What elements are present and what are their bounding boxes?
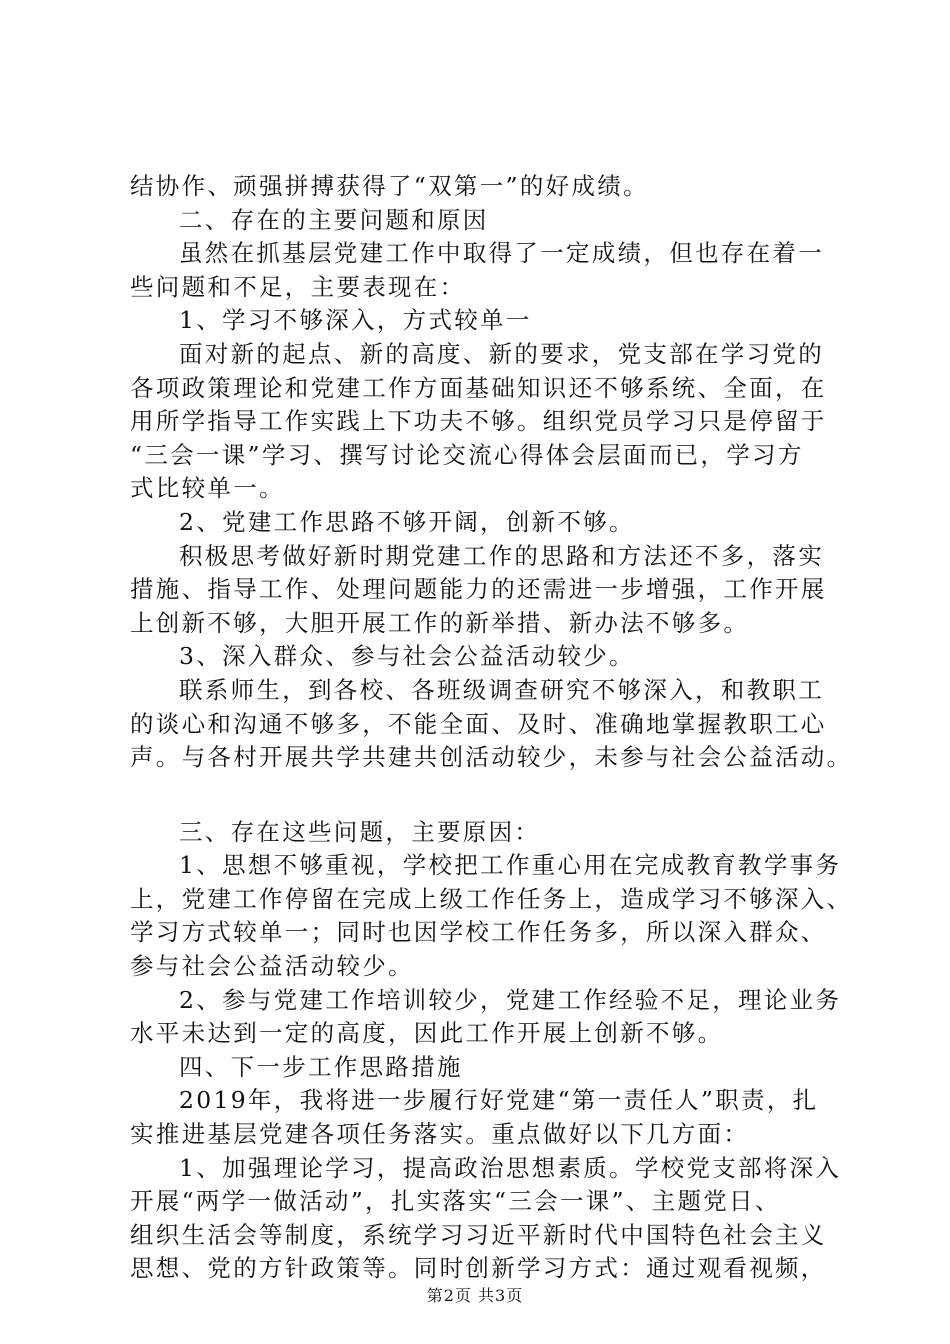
text-line: 实推进基层党建各项任务落实。重点做好以下几方面： xyxy=(130,1120,750,1149)
text-line: 水平未达到一定的高度，因此工作开展上创新不够。 xyxy=(130,1019,724,1048)
text-line: 开展“两学一做活动”，扎实落实“三会一课”、主题党日、 xyxy=(130,1187,781,1216)
section-heading: 四、下一步工作思路措施 xyxy=(179,1052,463,1081)
text-line: 些问题和不足，主要表现在： xyxy=(130,272,466,301)
text-line: 2、参与党建工作培训较少，党建工作经验不足，理论业务 xyxy=(179,985,842,1014)
text-line: 上创新不够，大胆开展工作的新举措、新办法不够多。 xyxy=(130,608,750,637)
page-footer: 第2页 共3页 xyxy=(426,1286,524,1305)
section-heading: 三、存在这些问题，主要原因： xyxy=(179,817,541,846)
subheading: 1、学习不够深入，方式较单一 xyxy=(179,306,532,335)
text-line: 积极思考做好新时期党建工作的思路和方法还不多，落实 xyxy=(179,541,824,570)
subheading: 3、深入群众、参与社会公益活动较少。 xyxy=(179,642,635,671)
text-line: 式比较单一。 xyxy=(130,474,285,503)
text-line: “三会一课”学习、撰写讨论交流心得体会层面而已，学习方 xyxy=(130,440,804,469)
text-line: 面对新的起点、新的高度、新的要求，党支部在学习党的 xyxy=(179,339,824,368)
text-line: 1、思想不够重视，学校把工作重心用在完成教育教学事务 xyxy=(179,851,842,880)
document-body xyxy=(130,170,853,1286)
blank-line xyxy=(130,775,830,816)
text-line: 虽然在抓基层党建工作中取得了一定成绩，但也存在着一 xyxy=(179,239,824,268)
subheading: 2、党建工作思路不够开阔，创新不够。 xyxy=(179,507,635,536)
text-line: 各项政策理论和党建工作方面基础知识还不够系统、全面，在 xyxy=(130,373,827,402)
text-line: 措施、指导工作、处理问题能力的还需进一步增强，工作开展 xyxy=(130,575,827,604)
text-line: 上，党建工作停留在完成上级工作任务上，造成学习不够深入、 xyxy=(130,884,853,913)
text-line: 联系师生，到各校、各班级调查研究不够深入，和教职工 xyxy=(179,675,824,704)
text-line: 结协作、顽强拼搏获得了“双第一”的好成绩。 xyxy=(130,172,649,200)
text-line: 1、加强理论学习，提高政治思想素质。学校党支部将深入 xyxy=(179,1153,842,1182)
section-heading: 二、存在的主要问题和原因 xyxy=(179,205,489,234)
text-line: 思想、党的方针政策等。同时创新学习方式：通过观看视频， xyxy=(130,1254,827,1283)
text-line: 声。与各村开展共学共建共创活动较少，未参与社会公益活动。 xyxy=(130,743,853,772)
text-line: 参与社会公益活动较少。 xyxy=(130,952,414,981)
text-line: 的谈心和沟通不够多，不能全面、及时、准确地掌握教职工心 xyxy=(130,709,827,738)
text-line: 用所学指导工作实践上下功夫不够。组织党员学习只是停留于 xyxy=(130,407,827,436)
text-line: 2019年，我将进一步履行好党建“第一责任人”职责，扎 xyxy=(179,1086,819,1115)
text-line: 学习方式较单一；同时也因学校工作任务多，所以深入群众、 xyxy=(130,918,827,947)
text-line: 组织生活会等制度，系统学习习近平新时代中国特色社会主义 xyxy=(130,1220,827,1249)
